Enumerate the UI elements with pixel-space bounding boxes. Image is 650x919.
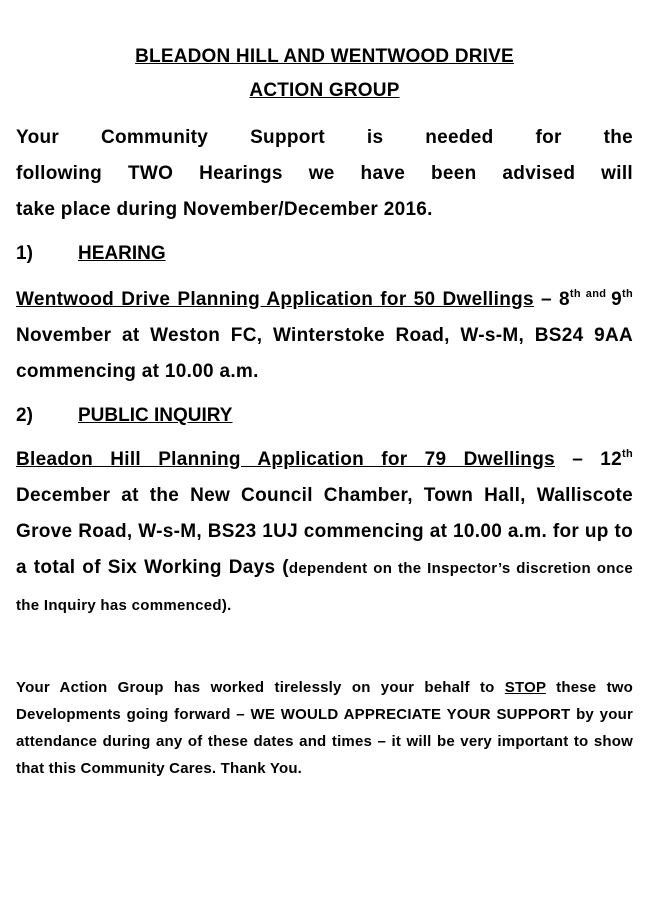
hearing-paragraph: Wentwood Drive Planning Application for 50 Dwellings – 8th $^{and}$ 9th November at Weston FC, Winterstoke Road, W-s-M, BS24 9AA commencing at 10.00 a.m. [16, 288, 633, 382]
inquiry-details: December at the New Council Chamber, Town Hall, Walliscote Grove Road, W-s-M, BS23 1UJ commencing at 10.00 a.m. for up to a total of Six Working Days ( [16, 485, 633, 578]
hearing-application-title: Wentwood Drive Planning Application for 50 Dwellings [16, 289, 534, 310]
section-1-heading [16, 236, 633, 272]
hearing-details: November at Weston FC, Winterstoke Road, W-s-M, BS24 9AA commencing at 10.00 a.m. [16, 325, 633, 382]
section-title: HEARING [78, 243, 166, 264]
section-number: 1) [16, 243, 33, 264]
closing-paragraph: Your Action Group has worked tirelessly on your behalf to STOP these two Developments going forward – WE WOULD APPRECIATE YOUR SUPPORT by your attendance during any of these dates and times – it will be very important to show that this Community Cares. Thank You. [16, 679, 633, 777]
inquiry-application-title: Bleadon Hill Planning Application for 79 Dwellings [16, 449, 555, 470]
section-2-heading [16, 398, 633, 434]
inquiry-note: dependent on the Inspector’s discretion once the Inquiry has commenced). [16, 560, 633, 614]
intro-line-1: Your Community Support is needed for the [16, 127, 633, 148]
inquiry-paragraph: Bleadon Hill Planning Application for 79 Dwellings – 12th December at the New Council Chamber, Town Hall, Walliscote Grove Road, W-s-M, BS23 1UJ commencing at 10.00 a.m. for up to a total of Six Working Days (dependent on the Inspector’s discretion once the Inquiry has commenced). [16, 448, 633, 614]
intro-line-3: take place during November/December 2016. [16, 199, 433, 220]
stop-emphasis: STOP [504, 679, 546, 696]
intro-line-2: following TWO Hearings we have been advised will [16, 163, 633, 184]
section-number: 2) [16, 405, 33, 426]
title-line-2: ACTION GROUP [249, 80, 400, 101]
section-title: PUBLIC INQUIRY [78, 405, 233, 426]
notice-page [16, 40, 633, 782]
title-line-1: BLEADON HILL AND WENTWOOD DRIVE [135, 46, 514, 67]
